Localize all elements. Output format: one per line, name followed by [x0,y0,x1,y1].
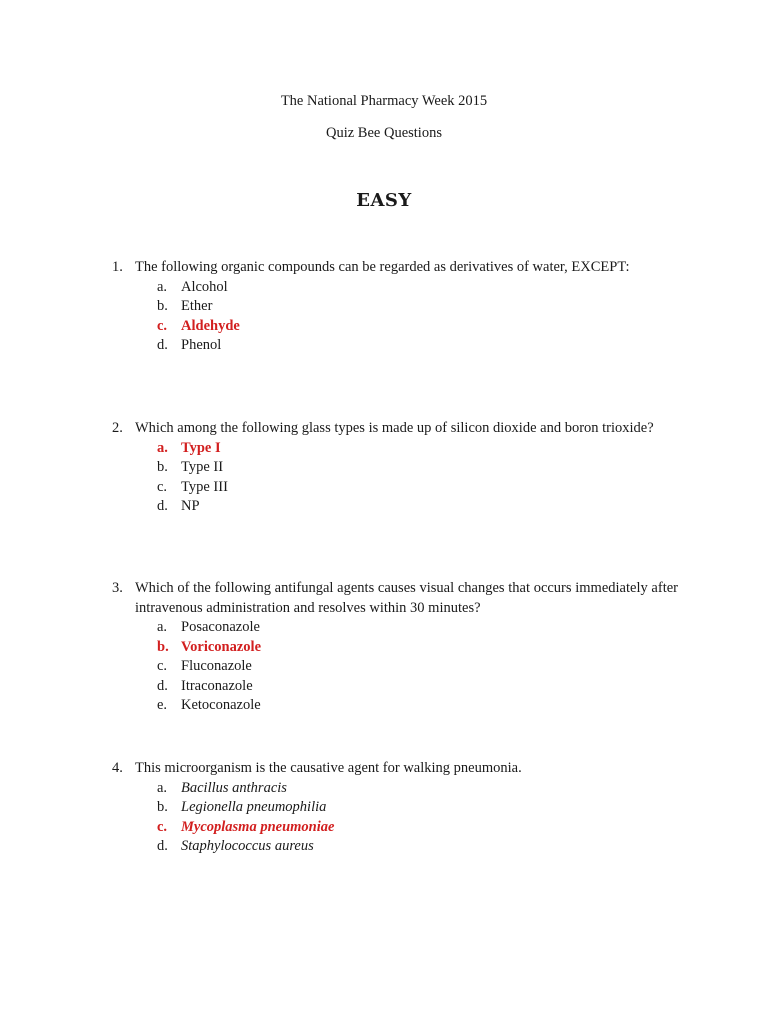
option-d [157,497,678,517]
option-a-correct-answer [157,439,678,459]
option-text: Staphylococcus aureus [181,838,314,854]
question-4 [112,759,678,857]
answer-options [157,439,678,517]
option-text: Type III [181,478,228,495]
option-letter: e. [157,697,168,713]
answer-options [157,278,678,356]
option-d [157,677,678,697]
option-text: Fluconazole [181,658,252,674]
option-a [157,779,678,799]
option-text: Ketoconazole [181,697,261,713]
option-text: Alcohol [181,278,228,295]
option-letter: a. [157,278,168,295]
option-text: Bacillus anthracis [181,779,287,796]
difficulty-heading: EASY [356,190,412,211]
option-letter: d. [157,677,168,694]
option-text: NP [181,498,200,514]
question-number: 2. [112,420,123,436]
option-letter: b. [157,638,169,655]
question-3 [112,579,678,716]
option-text: Aldehyde [181,317,240,334]
option-c-correct-answer [157,317,678,337]
question-number: 3. [112,580,123,596]
option-c [157,657,678,677]
option-b [157,798,678,818]
option-letter: c. [157,478,168,495]
option-c [157,478,678,498]
option-letter: c. [157,818,168,835]
document-title: The National Pharmacy Week 2015 [280,93,488,109]
option-a [157,278,678,298]
option-b [157,297,678,317]
option-text: Phenol [181,337,222,353]
answer-options [157,618,678,716]
question-text: This microorganism is the causative agent for walking pneumonia. [135,760,522,776]
question-text: Which of the following antifungal agents causes visual changes that occurs immediately after intravenous administration and resolves within 30 minutes? [135,580,678,616]
question-number: 4. [112,760,123,776]
option-letter: c. [157,317,168,334]
option-d [157,837,678,857]
question-2 [112,419,678,517]
option-d [157,336,678,356]
option-letter: d. [157,337,168,353]
option-text: Posaconazole [181,619,260,635]
option-letter: c. [157,658,168,674]
option-text: Type II [181,459,224,475]
option-letter: b. [157,799,168,815]
option-letter: a. [157,779,168,796]
document-subtitle: Quiz Bee Questions [326,125,442,141]
option-letter: d. [157,498,168,514]
option-b [157,458,678,478]
option-c-correct-answer [157,818,678,838]
option-letter: d. [157,838,168,854]
option-b-correct-answer [157,638,678,658]
option-letter: b. [157,298,168,314]
option-letter: a. [157,439,168,456]
option-text: Mycoplasma pneumoniae [181,818,335,835]
option-text: Itraconazole [181,677,253,694]
option-letter: b. [157,459,168,475]
question-1 [112,258,678,356]
question-text: Which among the following glass types is made up of silicon dioxide and boron trioxide? [135,420,654,436]
option-text: Legionella pneumophilia [181,799,327,815]
question-number: 1. [112,259,123,275]
option-text: Type I [181,439,221,456]
option-e [157,696,678,716]
option-text: Voriconazole [181,638,262,655]
answer-options [157,779,678,857]
option-letter: a. [157,619,168,635]
option-text: Ether [181,298,213,314]
question-text: The following organic compounds can be regarded as derivatives of water, EXCEPT: [135,259,630,275]
option-a [157,618,678,638]
